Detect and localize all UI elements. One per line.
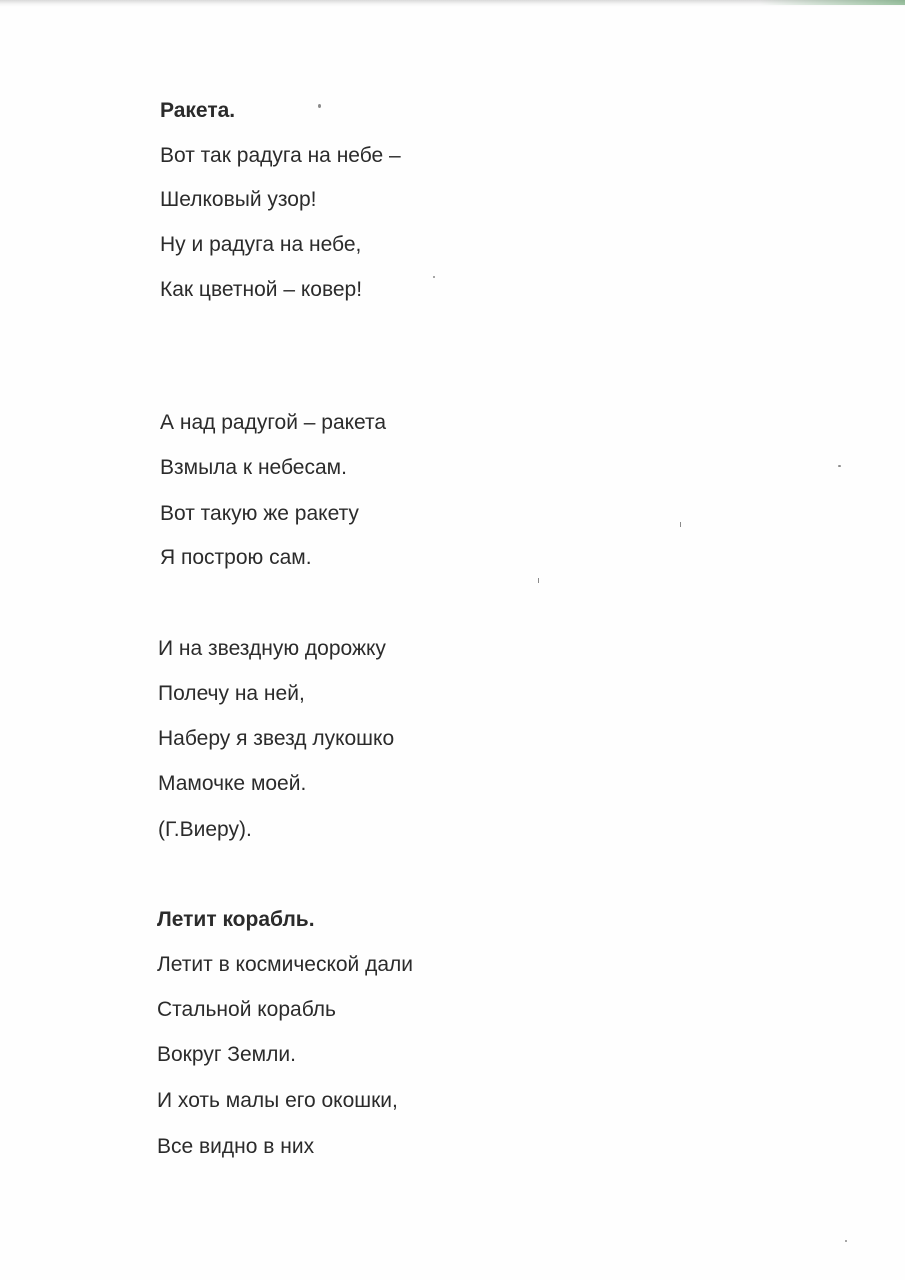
poem-line: И на звездную дорожку: [158, 637, 386, 660]
poem-line: Ну и радуга на небе,: [160, 233, 362, 256]
poem-line: Взмыла к небесам.: [160, 456, 347, 479]
poem-title: Летит корабль.: [157, 908, 315, 931]
poem-line: И хоть малы его окошки,: [157, 1089, 398, 1112]
poem-line: Как цветной – ковер!: [160, 278, 363, 301]
poem-line: А над радугой – ракета: [160, 411, 387, 434]
page-edge-tint: [760, 0, 905, 5]
poem-line: Шелковый узор!: [160, 188, 317, 211]
scan-speck: [318, 104, 321, 108]
scan-speck: [433, 276, 435, 278]
scan-speck: [845, 1240, 847, 1242]
poem-line: Полечу на ней,: [158, 682, 305, 705]
poem-author: (Г.Виеру).: [158, 818, 252, 841]
poem-line: Все видно в них: [157, 1135, 315, 1158]
poem-line: Вот такую же ракету: [160, 502, 359, 525]
poem-title: Ракета.: [160, 99, 236, 122]
poem-line: Вот так радуга на небе –: [160, 144, 401, 167]
scan-speck: [838, 465, 841, 467]
poem-line: Наберу я звезд лукошко: [158, 727, 395, 750]
scan-speck: [680, 522, 681, 527]
poem-line: Мамочке моей.: [158, 772, 307, 795]
poem-line: Вокруг Земли.: [157, 1043, 296, 1066]
poem-line: Летит в космической дали: [157, 953, 414, 976]
scan-speck: [538, 578, 539, 583]
poem-line: Я построю сам.: [160, 546, 312, 569]
poem-line: Стальной корабль: [157, 998, 337, 1021]
